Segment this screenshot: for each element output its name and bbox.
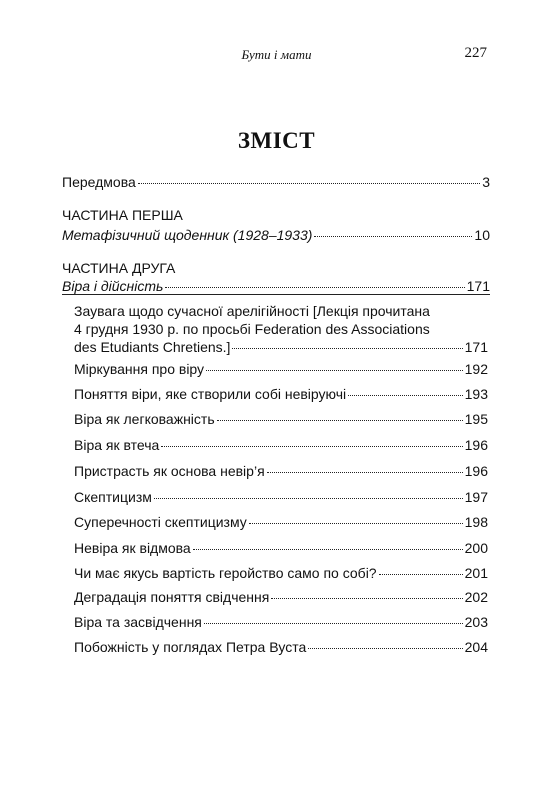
toc-entry [74, 540, 488, 556]
toc-entry-page: 3 [482, 174, 490, 190]
toc-entry-page: 200 [464, 540, 488, 556]
toc-entry-page: 198 [464, 514, 488, 530]
toc-entry-label: Поняття віри, яке створили собі невіруючі [74, 386, 347, 402]
toc-entry-page: 193 [464, 386, 488, 402]
toc-entry-page: 197 [464, 489, 488, 505]
dot-leader [232, 348, 462, 349]
page-number: 227 [464, 45, 487, 61]
toc-entry-page: 171 [466, 278, 490, 294]
toc-entry-page: 203 [464, 614, 488, 630]
toc-entry-line: des Etudiants Chretiens.] [74, 339, 231, 355]
toc-entry [74, 437, 488, 453]
dot-leader [267, 472, 463, 473]
toc-entry-line: 4 грудня 1930 р. по просьбі Federation des Associations [74, 321, 430, 337]
toc-entry-line: Заувага щодо сучасної арелігійності [Лекція прочитана [74, 303, 430, 319]
running-title: Бути і мати [241, 47, 312, 62]
toc-entry-label: Віра і дійсність [62, 278, 164, 294]
toc-entry-label: Передмова [62, 174, 136, 190]
toc-entry-label: Невіра як відмова [74, 540, 191, 556]
toc-entry-page: 201 [464, 565, 488, 581]
part-two-title: ЧАСТИНА ДРУГА [62, 260, 176, 276]
toc-entry-page: 195 [464, 411, 488, 427]
toc-entry [74, 614, 488, 630]
toc-entry-last-line [74, 338, 488, 356]
toc-entry-label: Міркування про віру [74, 361, 205, 377]
dot-leader [161, 446, 462, 447]
toc-entry [74, 514, 488, 530]
toc-entry-page: 192 [464, 361, 488, 377]
dot-leader [138, 183, 480, 184]
toc-entry-remark-areligiosity [74, 302, 488, 356]
toc-entry-label: Віра як легковажність [74, 411, 215, 427]
toc-entry-label: Деградація поняття свідчення [74, 589, 270, 605]
toc-entry-label: Скептицизм [74, 489, 152, 505]
toc-entry-label: Суперечності скептицизму [74, 514, 247, 530]
toc-entry-page: 204 [464, 639, 488, 655]
toc-entry [74, 463, 488, 479]
toc-entry-label: Побожність у поглядах Петра Вуста [74, 639, 307, 655]
toc-entry-preface [62, 174, 490, 190]
toc-entry [74, 565, 488, 581]
toc-heading: ЗМІСТ [237, 128, 316, 153]
toc-entry-page: 196 [464, 437, 488, 453]
dot-leader [193, 549, 463, 550]
dot-leader [271, 598, 462, 599]
toc-entry-page: 202 [464, 589, 488, 605]
dot-leader [348, 395, 462, 396]
dot-leader [379, 574, 463, 575]
toc-entry-page: 10 [474, 227, 490, 243]
toc-entry [74, 411, 488, 427]
toc-entry-faith-and-reality [62, 278, 490, 294]
toc-entry-page: 171 [464, 339, 488, 355]
toc-entry [74, 589, 488, 605]
toc-entry [74, 361, 488, 377]
dot-leader [154, 498, 463, 499]
toc-entry-page: 196 [464, 463, 488, 479]
dot-leader [204, 623, 463, 624]
dot-leader [314, 236, 472, 237]
toc-entry-label: Віра та засвідчення [74, 614, 202, 630]
toc-entry [74, 639, 488, 655]
section-divider [62, 294, 490, 295]
toc-entry [74, 386, 488, 402]
toc-entry-label: Метафізичний щоденник (1928–1933) [62, 227, 313, 243]
dot-leader [249, 523, 463, 524]
dot-leader [308, 648, 462, 649]
toc-entry-label: Віра як втеча [74, 437, 160, 453]
toc-entry-label: Чи має якусь вартість геройство само по собі? [74, 565, 377, 581]
toc-entry [74, 489, 488, 505]
dot-leader [206, 370, 463, 371]
dot-leader [217, 420, 463, 421]
part-one-title: ЧАСТИНА ПЕРША [62, 207, 183, 223]
toc-entry-metaphysical-diary [62, 227, 490, 243]
dot-leader [165, 287, 464, 288]
toc-entry-label: Пристрасть як основа невір’я [74, 463, 265, 479]
